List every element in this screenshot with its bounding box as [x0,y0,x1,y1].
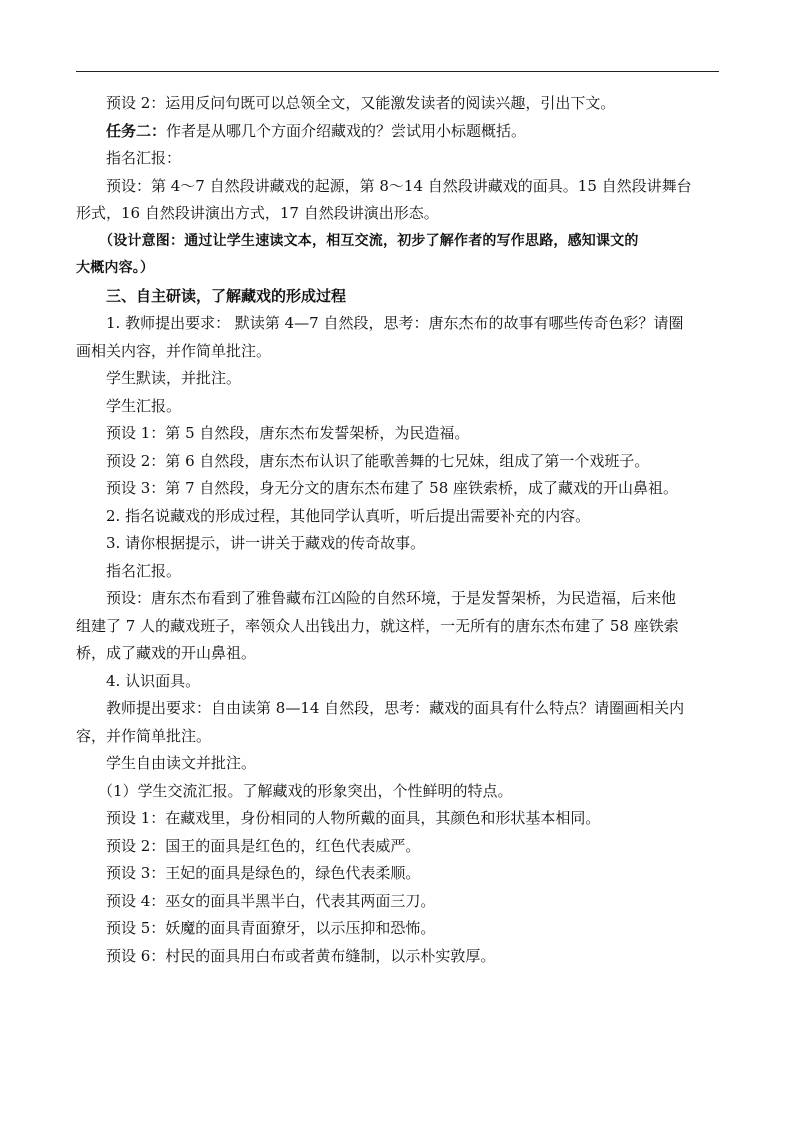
design-note-line: 大概内容。） [76,260,155,276]
text-line: 指名汇报： [106,149,182,167]
text-line: 预设：第 4～7 自然段讲藏戏的起源，第 8～14 自然段讲藏戏的面具。15 自然段讲舞台 [106,176,692,195]
task-heading-line [76,118,719,146]
task-text: 作者是从哪几个方面介绍藏戏的？尝试用小标题概括。 [166,121,527,140]
text-line: 预设 6：村民的面具用白布或者黄布缝制，以示朴实敦厚。 [106,946,496,965]
text-line: 学生汇报。 [106,396,182,415]
text-line: 3. 请你根据提示，讲一讲关于藏戏的传奇故事。 [106,534,426,552]
text-line: 预设 3：第 7 自然段，身无分文的唐东杰布建了 58 座铁索桥，成了藏戏的开山鼻祖。 [106,479,679,497]
document-body [76,90,719,970]
text-line: 教师提出要求：自由读第 8—14 自然段，思考：藏戏的面具有什么特点？请圈画相关内 [106,699,685,717]
text-line: 预设 5：妖魔的面具青面獠牙，以示压抑和恐怖。 [106,919,436,937]
text-line: 预设 4：巫女的面具半黑半白，代表其两面三刀。 [106,891,436,910]
text-line: 预设 3：王妃的面具是绿色的，绿色代表柔顺。 [106,864,421,882]
text-line: 预设 2：运用反问句既可以总领全文，又能激发读者的阅读兴趣，引出下文。 [106,94,616,112]
text-line: 预设 2：第 6 自然段，唐东杰布认识了能歌善舞的七兄妹，组成了第一个戏班子。 [106,451,650,470]
text-line: 预设 1：在藏戏里，身份相同的人物所戴的面具，其颜色和形状基本相同。 [106,809,601,827]
section-heading: 三、自主研读，了解藏戏的形成过程 [106,286,347,305]
text-line: 桥，成了藏戏的开山鼻祖。 [76,644,257,662]
text-line: 形式，16 自然段讲演出方式，17 自然段讲演出形态。 [76,204,439,222]
text-line: 组建了 7 人的藏戏班子，率领众人出钱出力，就这样，一无所有的唐东杰布建了 58 座铁索 [76,616,679,635]
text-line: 2. 指名说藏戏的形成过程，其他同学认真听，听后提出需要补充的内容。 [106,506,591,525]
text-line: 学生默读，并批注。 [106,369,242,387]
text-line: 指名汇报。 [106,561,182,580]
text-line: 学生自由读文并批注。 [106,754,257,772]
text-line: 容，并作简单批注。 [76,726,212,745]
text-line: 1. 教师提出要求： 默读第 4—7 自然段，思考：唐东杰布的故事有哪些传奇色彩？请圈 [106,314,684,332]
task-label: 任务二： [106,121,167,140]
text-line: 画相关内容，并作简单批注。 [76,341,272,360]
text-line: （1）学生交流汇报。了解藏戏的形象突出，个性鲜明的特点。 [98,781,513,800]
text-line: 4. 认识面具。 [106,671,201,690]
text-line: 预设 2：国王的面具是红色的，红色代表威严。 [106,836,421,855]
text-line: 预设 1：第 5 自然段，唐东杰布发誓架桥，为民造福。 [106,424,470,442]
design-note-line: （设计意图：通过让学生速读文本，相互交流，初步了解作者的写作思路，感知课文的 [99,232,639,249]
text-line: 预设：唐东杰布看到了雅鲁藏布江凶险的自然环境，于是发誓架桥，为民造福，后来他 [106,589,677,607]
header-rule [76,71,719,72]
